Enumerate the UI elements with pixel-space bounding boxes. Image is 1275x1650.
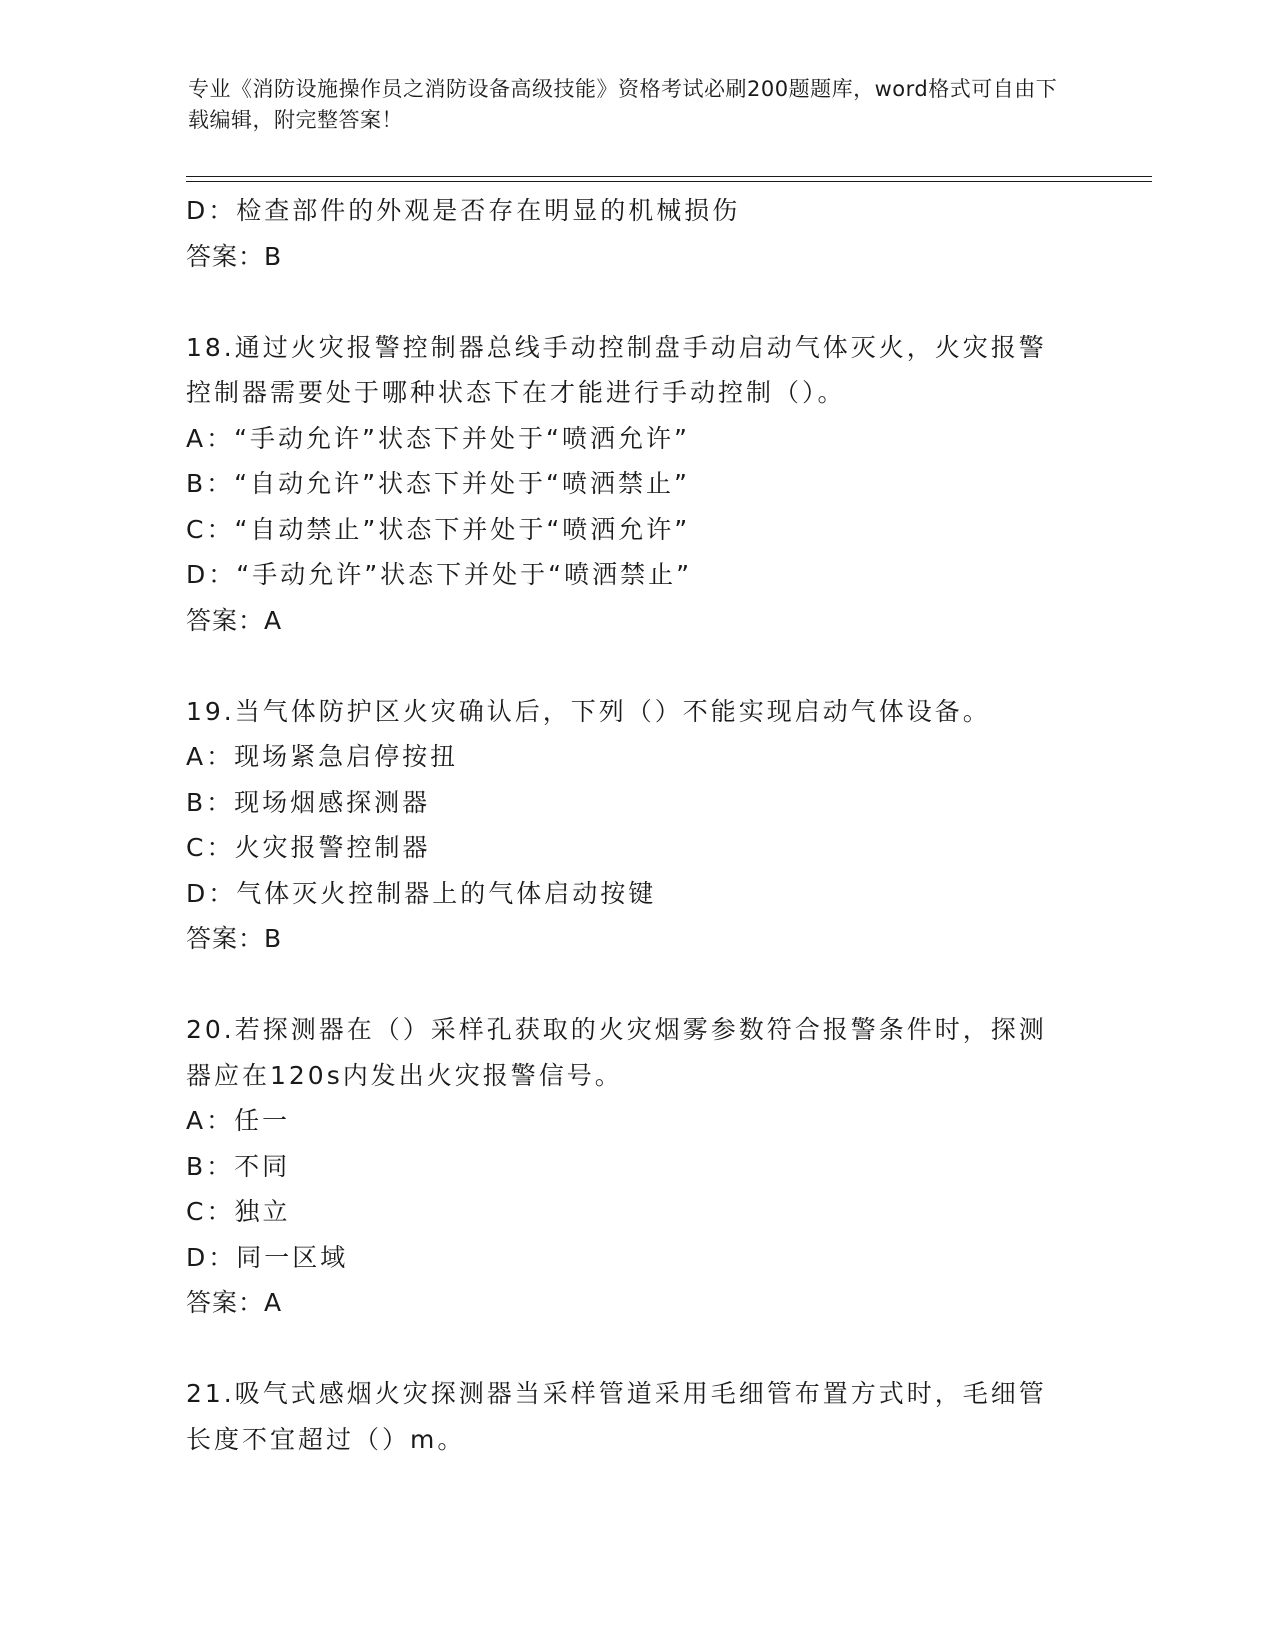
header-text: 专业《消防设施操作员之消防设备高级技能》资格考试必刷200题题库，word格式可自由下载编辑，附完整答案！: [188, 77, 1058, 132]
option-a: A：“手动允许”状态下并处于“喷洒允许”: [186, 423, 690, 453]
option-c: C：火灾报警控制器: [186, 833, 431, 862]
question-stem-continued: 长度不宜超过（）m。: [186, 1424, 466, 1454]
question-stem: 19.当气体防护区火灾确认后，下列（）不能实现启动气体设备。: [186, 696, 991, 726]
question-content: [186, 188, 1066, 1462]
answer: 答案：A: [186, 605, 283, 635]
previous-question-tail: [186, 188, 1066, 279]
answer: 答案：B: [186, 924, 283, 953]
header-rule-top: [186, 176, 1152, 177]
answer: 答案：B: [186, 241, 283, 271]
option-a: A：现场紧急启停按扭: [186, 742, 459, 771]
document-header: [188, 74, 1068, 136]
option-b: B：现场烟感探测器: [186, 787, 431, 817]
question-stem: 20.若探测器在（）采样孔获取的火灾烟雾参数符合报警条件时，探测: [186, 1015, 1047, 1044]
option-d: D：气体灭火控制器上的气体启动按键: [186, 878, 657, 908]
question-stem: 21.吸气式感烟火灾探测器当采样管道采用毛细管布置方式时，毛细管: [186, 1379, 1047, 1408]
question-stem-continued: 器应在120s内发出火灾报警信号。: [186, 1060, 623, 1090]
option-c: C：独立: [186, 1197, 291, 1226]
question-20: [186, 1007, 1066, 1326]
question-stem: 18.通过火灾报警控制器总线手动控制盘手动启动气体灭火，火灾报警: [186, 332, 1047, 362]
question-19: [186, 689, 1066, 962]
option-d: D：同一区域: [186, 1242, 349, 1272]
option-b: B：不同: [186, 1151, 291, 1181]
answer: 答案：A: [186, 1288, 283, 1317]
option-b: B：“自动允许”状态下并处于“喷洒禁止”: [186, 469, 690, 498]
header-rule-bottom: [186, 181, 1152, 182]
option-a: A：任一: [186, 1106, 291, 1135]
option-c: C：“自动禁止”状态下并处于“喷洒允许”: [186, 514, 691, 544]
question-18: [186, 325, 1066, 644]
option-d: D：检查部件的外观是否存在明显的机械损伤: [186, 196, 741, 225]
question-stem-continued: 控制器需要处于哪种状态下在才能进行手动控制（）。: [186, 378, 846, 407]
option-d: D：“手动允许”状态下并处于“喷洒禁止”: [186, 560, 693, 589]
question-21: [186, 1371, 1066, 1462]
